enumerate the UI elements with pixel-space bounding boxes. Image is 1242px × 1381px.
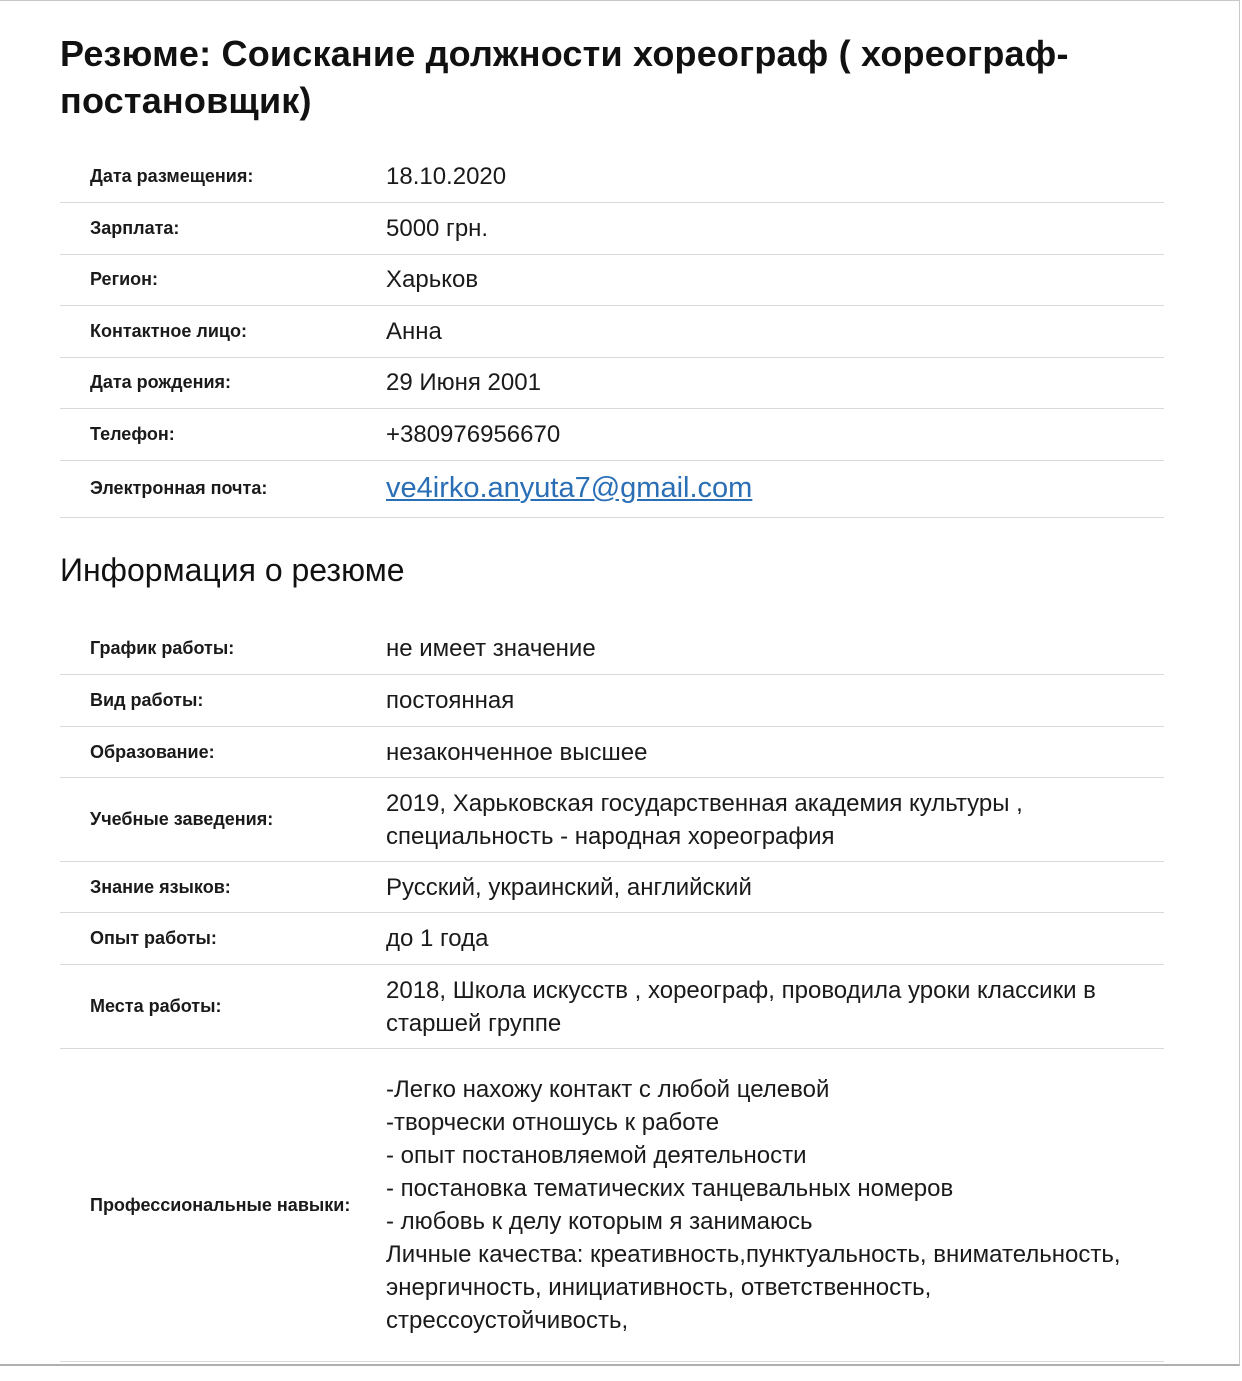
field-label: Зарплата: — [60, 202, 385, 254]
table-row — [60, 965, 1164, 1049]
email-link[interactable]: ve4irko.anyuta7@gmail.com — [386, 471, 753, 504]
contact-table — [60, 152, 1164, 518]
field-label: Контактное лицо: — [60, 305, 385, 357]
table-row — [60, 254, 1164, 305]
table-row — [60, 305, 1164, 357]
languages-value: Русский, украинский, английский — [385, 862, 1164, 913]
education-value: незаконченное высшее — [385, 727, 1164, 778]
field-label: Телефон: — [60, 408, 385, 460]
resume-content — [60, 30, 1164, 1362]
region-value: Харьков — [385, 254, 1164, 305]
field-label: Образование: — [60, 727, 385, 778]
section-title: Информация о резюме — [60, 551, 405, 588]
field-label: Регион: — [60, 254, 385, 305]
table-row — [60, 1049, 1164, 1362]
field-label: Дата размещения: — [60, 152, 385, 202]
table-row — [60, 408, 1164, 460]
field-label: Профессиональные навыки: — [60, 1049, 385, 1362]
table-row — [60, 202, 1164, 254]
field-label: Места работы: — [60, 965, 385, 1049]
workplaces-value: 2018, Школа искусств , хореограф, проводила уроки классики в старшей группе — [385, 965, 1164, 1049]
table-row — [60, 675, 1164, 727]
posted-date: 18.10.2020 — [385, 152, 1164, 202]
table-row — [60, 624, 1164, 675]
birth-date-value: 29 Июня 2001 — [385, 357, 1164, 408]
salary-value: 5000 грн. — [385, 202, 1164, 254]
phone-value: +380976956670 — [385, 408, 1164, 460]
table-row — [60, 862, 1164, 913]
field-label: Учебные заведения: — [60, 778, 385, 862]
job-type-value: постоянная — [385, 675, 1164, 727]
table-row — [60, 778, 1164, 862]
table-row — [60, 357, 1164, 408]
skills-value: -Легко нахожу контакт с любой целевой -творчески отношусь к работе - опыт постановляемой деятельности - постановка тематических танцевальных номеров - любовь к делу которым я занимаюсь Личные качества: креативность,пунктуальность, внимательность, энергичность, инициативность, ответственность, стрессоустойчивость, — [385, 1049, 1164, 1362]
email-cell — [385, 460, 1164, 517]
field-label: Опыт работы: — [60, 913, 385, 965]
schedule-value: не имеет значение — [385, 624, 1164, 675]
contact-person-value: Анна — [385, 305, 1164, 357]
field-label: Вид работы: — [60, 675, 385, 727]
table-row — [60, 152, 1164, 202]
field-label: Дата рождения: — [60, 357, 385, 408]
experience-value: до 1 года — [385, 913, 1164, 965]
institutions-value: 2019, Харьковская государственная академия культуры , специальность - народная хореография — [385, 778, 1164, 862]
field-label: График работы: — [60, 624, 385, 675]
resume-info-table — [60, 624, 1164, 1363]
table-row — [60, 913, 1164, 965]
table-row — [60, 727, 1164, 778]
table-row — [60, 460, 1164, 517]
field-label: Знание языков: — [60, 862, 385, 913]
field-label: Электронная почта: — [60, 460, 385, 517]
page-title: Резюме: Соискание должности хореограф ( хореограф-постановщик) — [60, 33, 1069, 121]
